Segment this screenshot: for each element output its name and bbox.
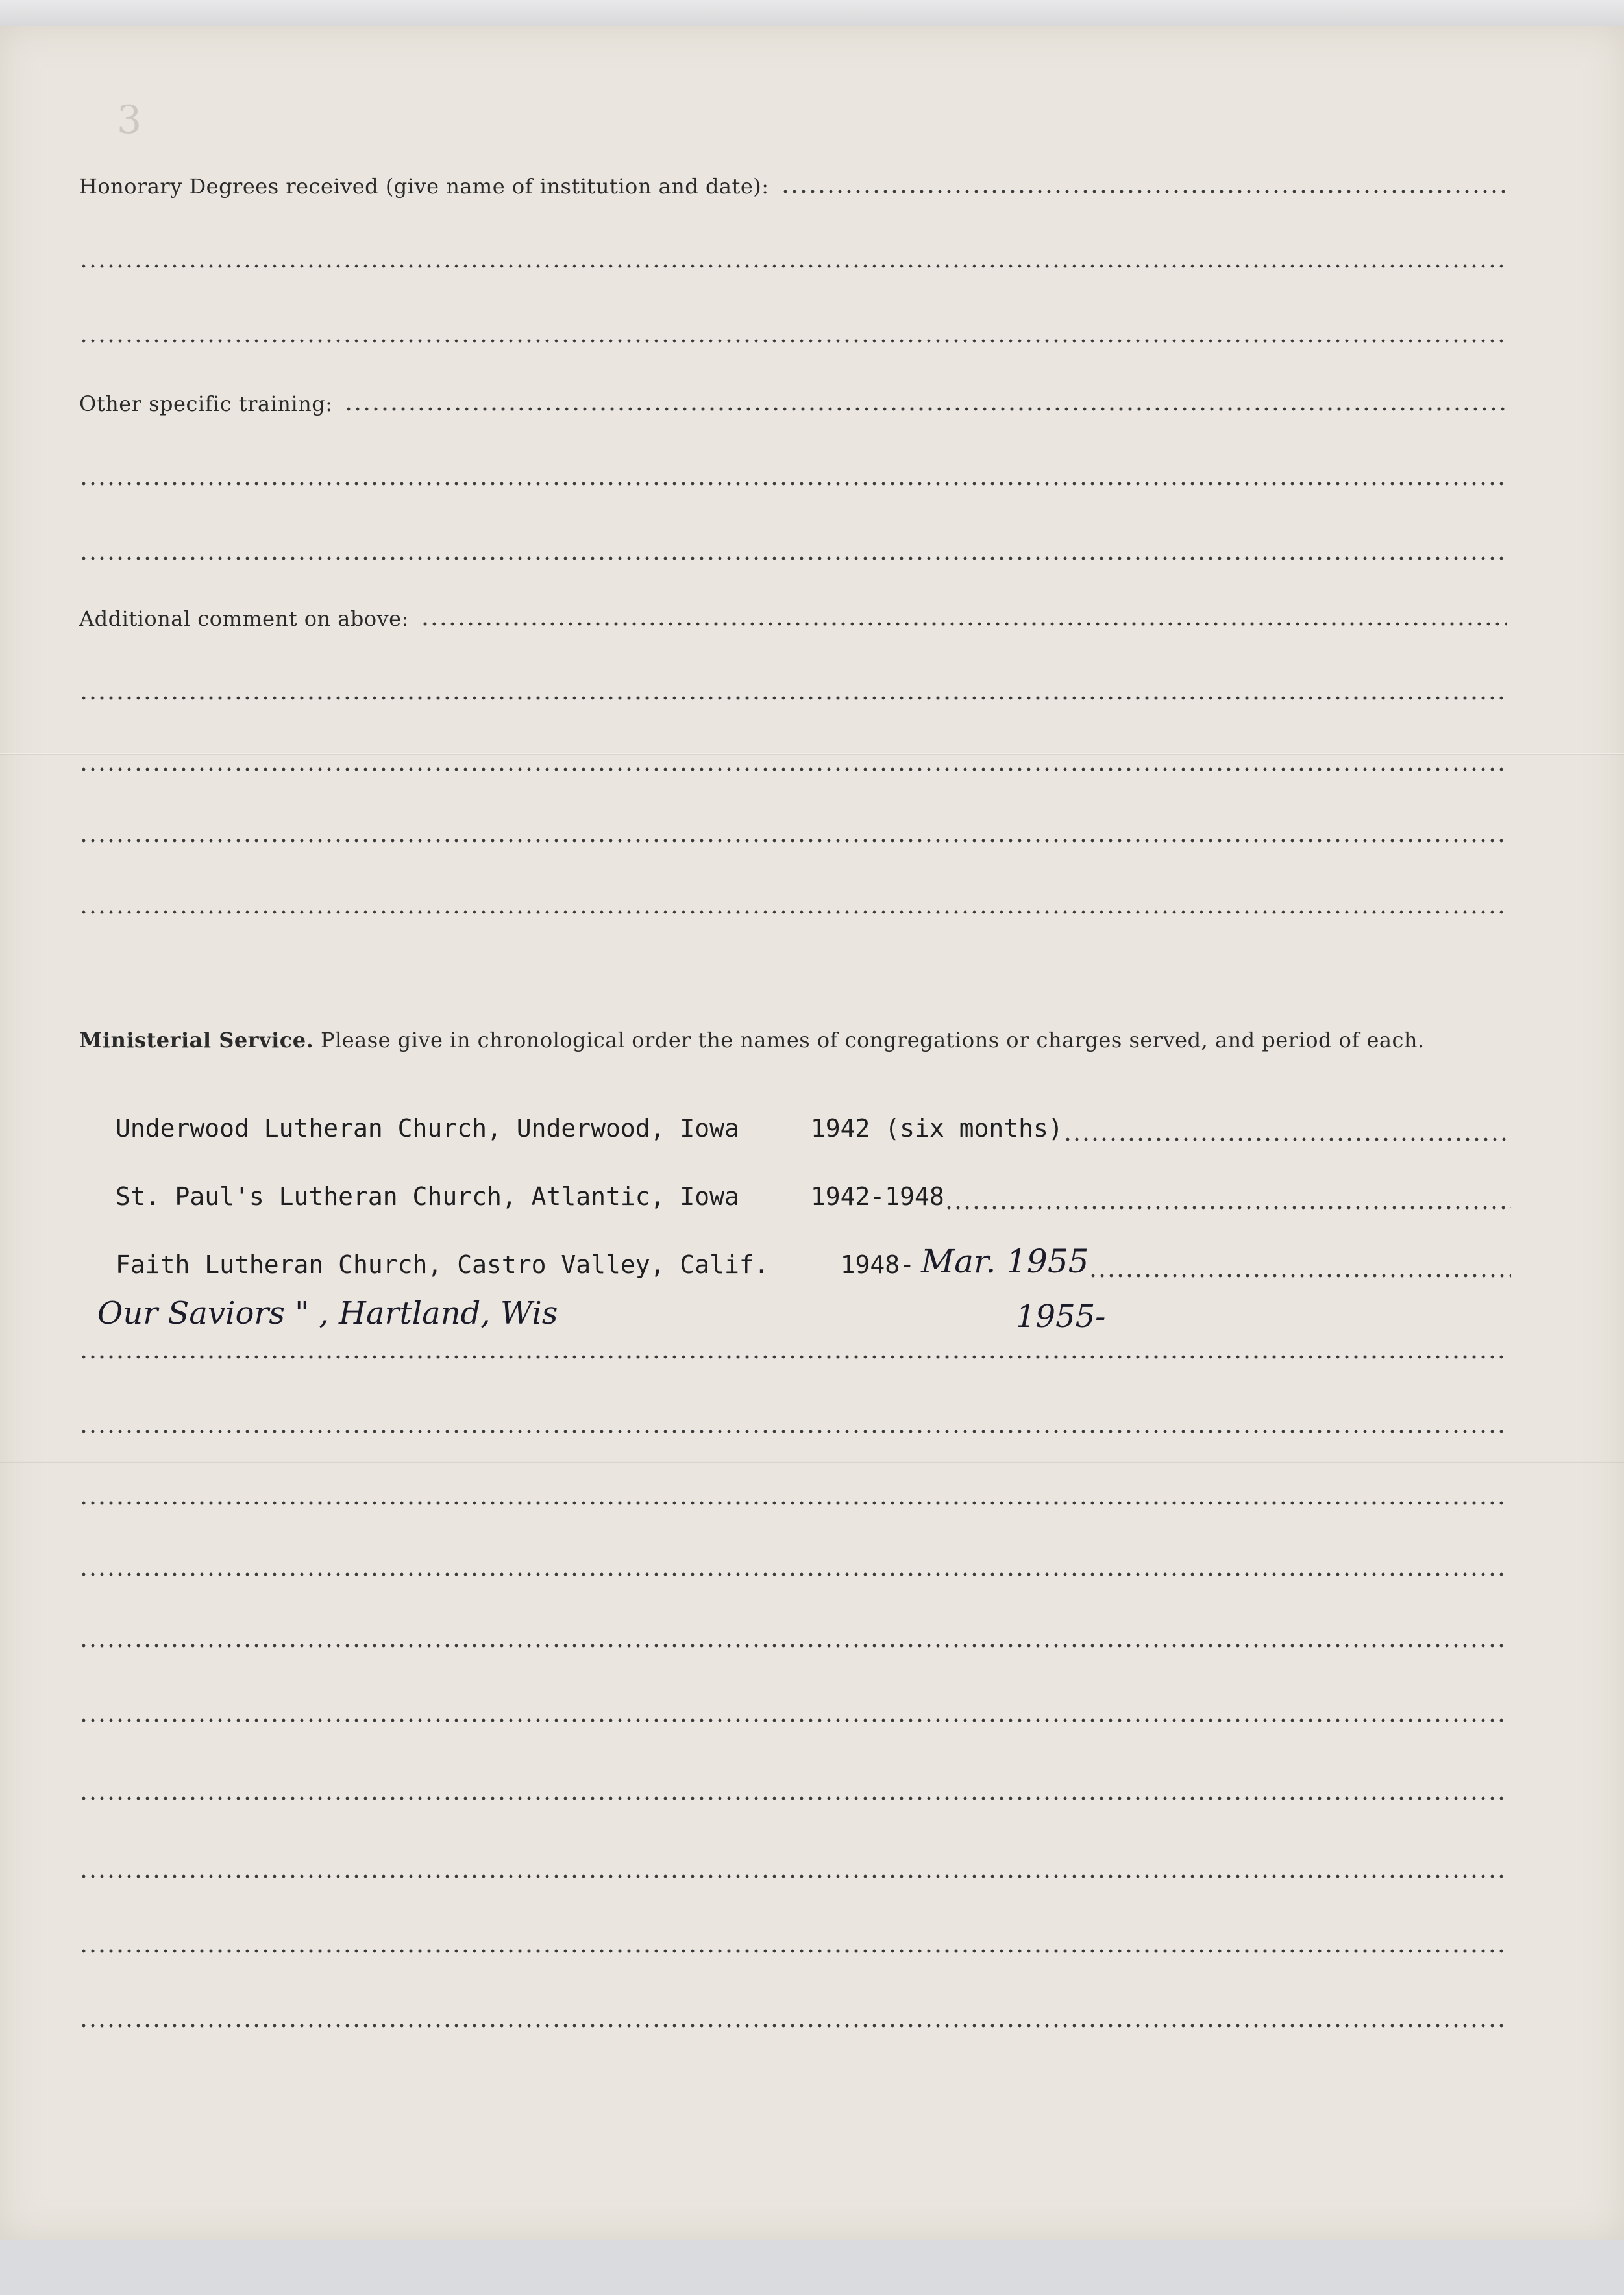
dotted-line [79,908,1507,917]
blank-line[interactable] [79,1617,1507,1656]
blank-line[interactable] [79,1847,1507,1886]
honorary-degrees-line[interactable] [79,237,1507,276]
scan-margin-top [0,0,1624,26]
blank-line[interactable] [79,1691,1507,1730]
other-training-field[interactable] [79,380,1507,419]
dotted-line [944,1203,1511,1212]
dotted-line [79,554,1507,563]
service-period: 1942 (six months) [810,1114,1063,1143]
service-congregation: St. Paul's Lutheran Church, Atlantic, Iowa [116,1182,739,1211]
dotted-line [79,1498,1507,1507]
honorary-degrees-label: Honorary Degrees received (give name of institution and date): [79,174,769,199]
additional-comment-line[interactable] [79,812,1507,850]
ministerial-service-label: Ministerial Service. [79,1028,314,1052]
other-training-line[interactable] [79,529,1507,568]
dotted-line [1089,1271,1511,1280]
blank-line[interactable] [79,1922,1507,1961]
scan-margin-bottom [0,2240,1624,2295]
handwritten-period: 1955- [1016,1298,1106,1335]
dotted-line [79,1427,1507,1436]
service-congregation: Faith Lutheran Church, Castro Valley, Calif. [116,1250,769,1279]
ministerial-service-instructions: Please give in chronological order the names of congregations or charges served, and period of each. [320,1028,1425,1052]
other-training-line[interactable] [79,454,1507,493]
service-congregation: Underwood Lutheran Church, Underwood, Iowa [116,1114,739,1143]
dotted-line [1063,1135,1511,1144]
other-training-label: Other specific training: [79,391,333,416]
dotted-line [79,262,1507,271]
dotted-line [79,1946,1507,1955]
service-entry[interactable] [116,1104,1511,1149]
blank-line[interactable] [79,1545,1507,1584]
service-entry[interactable] [116,1240,1511,1285]
additional-comment-line[interactable] [79,883,1507,922]
service-period: 1942-1948 [810,1182,944,1211]
dotted-line [781,187,1507,196]
form-page [0,26,1624,2240]
dotted-line [79,1794,1507,1803]
faint-page-number: 3 [117,97,142,143]
dotted-line [79,1872,1507,1881]
fold-line [0,1461,1624,1463]
blank-line[interactable] [79,1769,1507,1808]
blank-line[interactable] [79,1474,1507,1513]
blank-line[interactable] [79,1402,1507,1441]
dotted-line [79,1570,1507,1579]
dotted-line [79,1352,1507,1361]
dotted-line [79,1716,1507,1725]
dotted-line [79,479,1507,488]
dotted-line [344,404,1507,414]
blank-line[interactable] [79,1996,1507,2035]
honorary-degrees-field[interactable] [79,162,1507,201]
dotted-line [79,1641,1507,1650]
dotted-line [421,619,1507,628]
service-period: 1948- [840,1250,915,1279]
dotted-line [79,693,1507,702]
dotted-line [79,836,1507,845]
honorary-degrees-line[interactable] [79,312,1507,351]
handwritten-period-end: Mar. 1955 [921,1243,1089,1280]
additional-comment-label: Additional comment on above: [79,606,409,631]
additional-comment-field[interactable] [79,595,1507,634]
service-entry[interactable] [116,1172,1511,1217]
additional-comment-line[interactable] [79,669,1507,708]
dotted-line [79,2021,1507,2030]
ministerial-service-heading [79,1019,1514,1061]
additional-comment-line[interactable] [79,740,1507,779]
dotted-line [79,765,1507,774]
handwritten-congregation: Our Saviors " , Hartland, Wis [97,1295,558,1332]
dotted-line [79,336,1507,345]
